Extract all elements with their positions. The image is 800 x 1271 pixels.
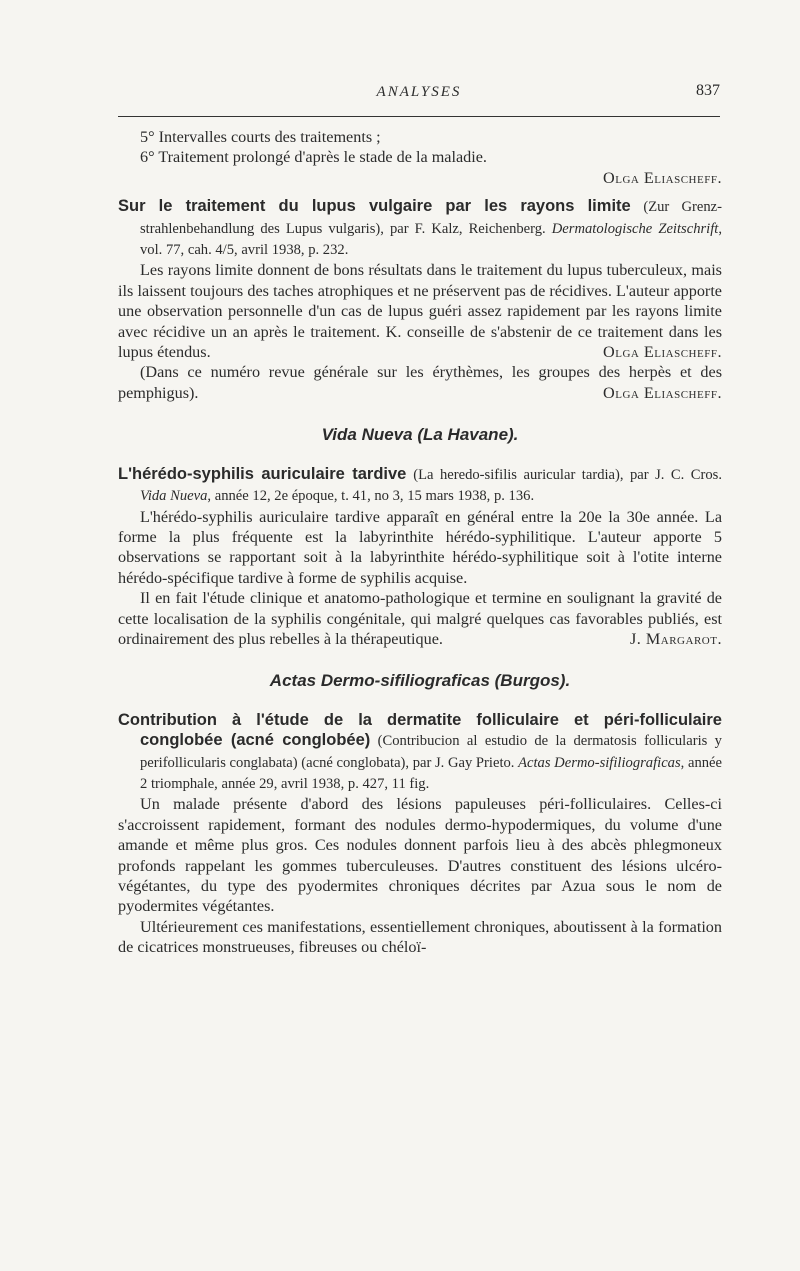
page-number: 837 [696,82,720,99]
signature: Olga Eliascheff. [603,343,722,362]
signature: Olga Eliascheff. [603,168,722,187]
page-content [118,127,722,958]
abstract-paragraph: Un malade présente d'abord des lésions papuleuses péri-folliculaires. Celles-ci s'accroissent rapidement, formant des nodules dermo-hypodermiques, du volume d'une amande et même plus gros. Ces nodules donnent parfois lieu à des abcès phlegmoneux profonds rappelant les gommes tuberculeuses. D'autres constituent des lésions ulcéro-végétantes, du type des pyodermites chroniques décrites par Azua sous le nom de pyodermites végétantes. [118,795,722,916]
article-reference: (Zur Grenzstrahlenbehandlung des Lupus vulgaris), par F. Kalz, Reichenberg. Dermatologische Zeitschrift, vol. 77, cah. 4/5, avril 1938, p. 232. [140,199,723,259]
article-title: L'hérédo-syphilis auriculaire tardive [118,464,407,483]
signature: J. Margarot. [629,629,722,648]
abstract-note: (Dans ce numéro revue générale sur les érythèmes, les groupes des herpès et des pemphigus). Olga Eliascheff. [118,363,722,402]
abstract-paragraph: Les rayons limite donnent de bons résultats dans le traitement du lupus tuberculeux, mais ils laissent toujours des taches atrophiques et ne préservent pas de récidives. L'auteur apporte une observation personnelle d'un cas de lupus guéri assez rapidement par les rayons limite avec récidive un an après le traitement. K. conseille de s'abstenir de ce traitement dans les lupus étendus. Olga Eliascheff. [118,261,722,362]
journal-heading: Actas Dermo-sifiliograficas (Burgos). [269,671,571,691]
list-item: 6° Traitement prolongé d'après le stade de la maladie. [140,148,487,167]
signature: Olga Eliascheff. [603,383,722,402]
journal-name: Actas Dermo-sifiliograficas [518,754,681,771]
article-title: Contribution à l'étude de la dermatite folliculaire et péri-folliculaire conglobée (acné conglobée) [118,710,722,750]
journal-heading: Vida Nueva (La Havane). [321,425,519,445]
article-title: Sur le traitement du lupus vulgaire par les rayons limite [118,197,631,216]
running-title: ANALYSES [376,84,462,100]
journal-name: Vida Nueva [140,488,208,505]
page-header [118,80,720,120]
article-reference: (Contribucion al estudio de la dermatosis follicularis y perifollicularis conglabata) (acné conglobata), par J. Gay Prieto. Actas Dermo-sifiliograficas, année 2 triomphale, année 29, avril 1938, p. 427, 11 fig. [140,733,722,792]
article-heading [118,196,722,260]
article-reference: (La heredo-sifilis auricular tardia), par J. C. Cros. Vida Nueva, année 12, 2e époque, t. 41, no 3, 15 mars 1938, p. 136. [140,466,723,505]
abstract-paragraph: L'hérédo-syphilis auriculaire tardive apparaît en général entre la 20e la 30e année. La forme la plus fréquente est la labyrinthite hérédo-syphilitique. L'auteur apporte 5 observations se rapportant soit à la labyrinthite hérédo-syphilitique soit à l'otite interne hérédo-spécifique tardive à forme de syphilis acquise. [118,507,722,587]
article-heading [118,710,722,795]
article-heading [118,464,722,507]
list-item: 5° Intervalles courts des traitements ; [140,128,381,146]
journal-name: Dermatologische Zeitschrift [551,220,719,237]
abstract-paragraph: Il en fait l'étude clinique et anatomo-pathologique et termine en soulignant la gravité de cette localisation de la syphilis congénitale, qui malgré quelques cas favorables publiés, est ordinairement des plus rebelles à la thérapeutique. J. Margarot. [118,589,722,648]
abstract-paragraph: Ultérieurement ces manifestations, essentiellement chroniques, aboutissent à la formation de cicatrices monstrueuses, fibreuses ou chéloï- [118,917,722,957]
header-rule [118,116,720,117]
